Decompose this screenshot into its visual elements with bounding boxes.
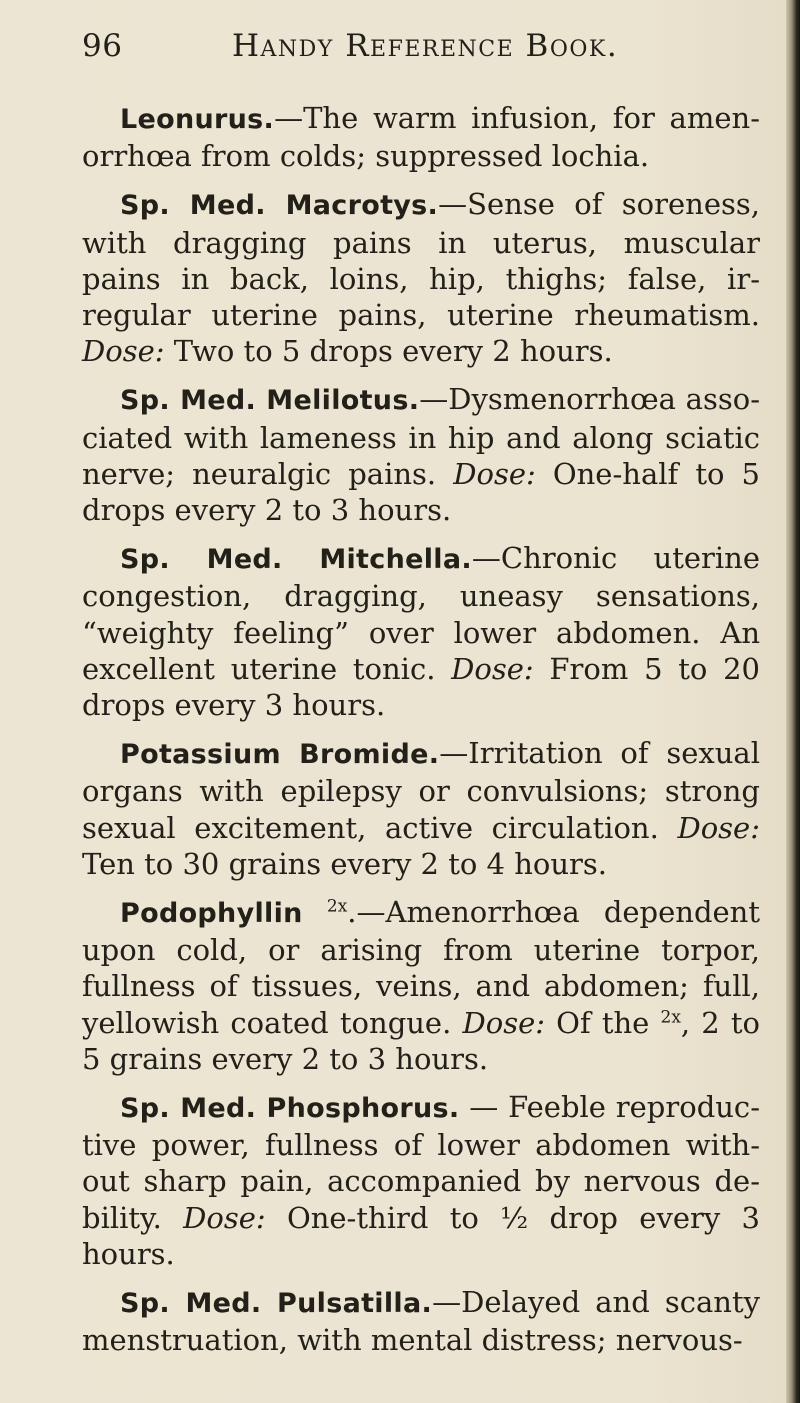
dose-text: One-half to 5 drops every 2 to 3 hours. <box>82 456 760 528</box>
entry-mitchella <box>82 540 760 723</box>
page-number: 96 <box>82 28 123 64</box>
dose-label: Dose: <box>677 810 760 845</box>
dose-label: Dose: <box>183 1200 266 1235</box>
dose-text: Of the <box>545 1005 661 1040</box>
entry-title: Potassium Bromide. <box>120 739 440 771</box>
entry-title: Sp. Med. Macrotys. <box>120 190 439 222</box>
entry-potassium-bromide <box>82 735 760 882</box>
entry-leonurus <box>82 100 760 174</box>
entry-text: .—Amenorrhœa dependent upon cold, or arising from uterine torpor, fullness of tissues, veins, and abdomen; full, yellowish coated tongue. <box>82 895 761 1040</box>
dose-label: Dose: <box>451 651 534 686</box>
entry-title: Sp. Med. Phosphorus. <box>120 1093 460 1125</box>
entry-title: Sp. Med. Mitchella. <box>120 544 472 576</box>
page-body <box>82 100 760 1371</box>
entry-text: —Sense of soreness, with dragging pains in uterus, muscular pains in back, loins, hip, thighs; false, irregular uterine pains, uterine rheumatism. <box>82 187 760 333</box>
entry-phosphorus <box>82 1089 760 1272</box>
potency-superscript: 2x <box>326 896 348 917</box>
entry-title: Sp. Med. Melilotus. <box>120 385 420 417</box>
entry-title: Podophyllin <box>120 898 303 930</box>
page-header <box>82 24 772 68</box>
entry-title: Leonurus. <box>120 104 275 135</box>
entry-text: —Dysmenorrhœa associated with lameness in hip and along sciatic nerve; neuralgic pains. <box>82 382 760 491</box>
running-head: Handy Reference Book. <box>232 28 619 64</box>
dose-text: Two to 5 drops every 2 hours. <box>164 334 613 369</box>
dose-text: , 2 to 5 grains every 2 to 3 hours. <box>82 1005 761 1076</box>
entry-text: — Feeble reproductive power, fullness of lower abdomen without sharp pain, accompanied by nervous debility. <box>82 1090 760 1235</box>
dose-label: Dose: <box>453 456 536 491</box>
dose-text: Ten to 30 grains every 2 to 4 hours. <box>82 846 607 881</box>
entry-text: —The warm infusion, for amenorrhœa from colds; suppressed lochia. <box>82 101 760 174</box>
entry-text: —Delayed and scanty menstruation, with mental distress; nervous- <box>82 1285 760 1358</box>
dose-label: Dose: <box>82 334 165 369</box>
entry-text: —Chronic uterine congestion, dragging, uneasy sensations, “weighty feeling” over lower abdomen. An excellent uterine tonic. <box>82 541 760 686</box>
entry-macrotys <box>82 186 760 369</box>
dose-text: From 5 to 20 drops every 3 hours. <box>82 651 761 723</box>
entry-text: —Irritation of sexual organs with epilepsy or convulsions; strong sexual excitement, active circulation. <box>82 736 760 845</box>
dose-text: One-third to ½ drop every 3 hours. <box>82 1200 760 1271</box>
entry-title: Sp. Med. Pulsatilla. <box>120 1288 433 1320</box>
entry-pulsatilla <box>82 1284 760 1358</box>
entry-melilotus <box>82 381 760 528</box>
dose-label: Dose: <box>462 1005 546 1040</box>
entry-podophyllin <box>82 894 760 1077</box>
dose-superscript: 2x <box>660 1007 681 1028</box>
page-edge-shadow <box>786 0 800 1403</box>
